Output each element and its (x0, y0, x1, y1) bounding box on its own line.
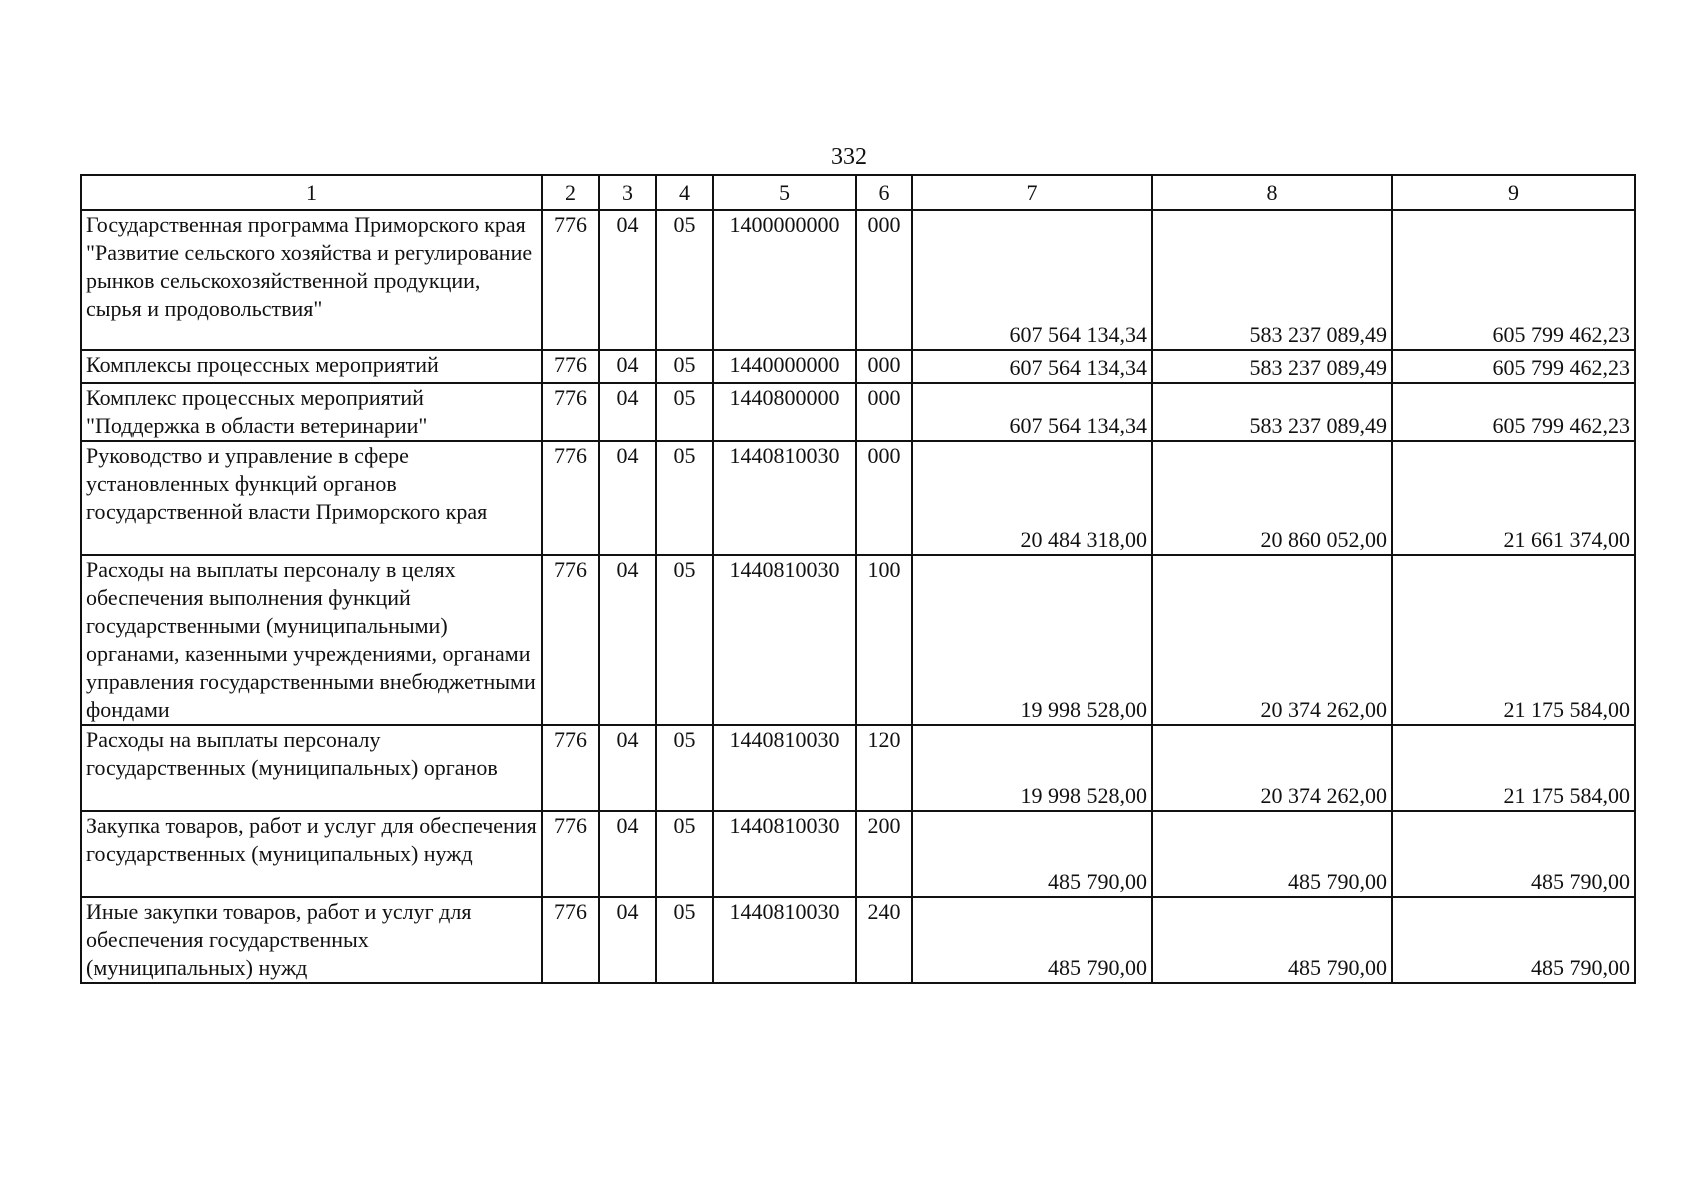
amount-col-8: 20 374 262,00 (1152, 725, 1392, 811)
header-cell-8: 8 (1152, 175, 1392, 210)
amount-col-7: 607 564 134,34 (912, 210, 1152, 350)
row-description: Государственная программа Приморского края "Развитие сельского хозяйства и регулирование рынков сельскохозяйственной продукции, сырья и продовольствия" (81, 210, 542, 350)
section-code: 04 (599, 811, 656, 897)
header-cell-1: 1 (81, 175, 542, 210)
row-description: Руководство и управление в сфере установленных функций органов государственной власти Приморского края (81, 441, 542, 555)
table-header (81, 175, 1635, 210)
target-article-code: 1440810030 (713, 555, 856, 725)
expense-type-code: 120 (856, 725, 912, 811)
section-code: 04 (599, 350, 656, 383)
subsection-code: 05 (656, 811, 713, 897)
header-row (81, 175, 1635, 210)
target-article-code: 1440000000 (713, 350, 856, 383)
target-article-code: 1440810030 (713, 897, 856, 983)
amount-col-8: 20 374 262,00 (1152, 555, 1392, 725)
ministry-code: 776 (542, 897, 599, 983)
ministry-code: 776 (542, 210, 599, 350)
subsection-code: 05 (656, 555, 713, 725)
subsection-code: 05 (656, 210, 713, 350)
target-article-code: 1440810030 (713, 811, 856, 897)
amount-col-7: 485 790,00 (912, 811, 1152, 897)
page-number: 332 (831, 144, 867, 170)
amount-col-7: 607 564 134,34 (912, 350, 1152, 383)
subsection-code: 05 (656, 383, 713, 441)
amount-col-9: 605 799 462,23 (1392, 350, 1635, 383)
ministry-code: 776 (542, 350, 599, 383)
target-article-code: 1440800000 (713, 383, 856, 441)
subsection-code: 05 (656, 725, 713, 811)
amount-col-7: 20 484 318,00 (912, 441, 1152, 555)
ministry-code: 776 (542, 441, 599, 555)
row-description: Иные закупки товаров, работ и услуг для обеспечения государственных (муниципальных) нужд (81, 897, 542, 983)
section-code: 04 (599, 725, 656, 811)
subsection-code: 05 (656, 897, 713, 983)
expense-type-code: 100 (856, 555, 912, 725)
section-code: 04 (599, 897, 656, 983)
header-cell-7: 7 (912, 175, 1152, 210)
amount-col-8: 485 790,00 (1152, 897, 1392, 983)
amount-col-9: 21 175 584,00 (1392, 555, 1635, 725)
table-body (81, 210, 1635, 983)
section-code: 04 (599, 555, 656, 725)
header-cell-5: 5 (713, 175, 856, 210)
subsection-code: 05 (656, 441, 713, 555)
table-row (81, 555, 1635, 725)
row-description: Комплексы процессных мероприятий (81, 350, 542, 383)
expense-type-code: 000 (856, 350, 912, 383)
row-description: Закупка товаров, работ и услуг для обеспечения государственных (муниципальных) нужд (81, 811, 542, 897)
amount-col-9: 605 799 462,23 (1392, 383, 1635, 441)
amount-col-8: 583 237 089,49 (1152, 383, 1392, 441)
table-row (81, 350, 1635, 383)
amount-col-7: 19 998 528,00 (912, 555, 1152, 725)
row-description: Расходы на выплаты персоналу в целях обеспечения выполнения функций государственными (муниципальными) органами, казенными учреждениями, органами управления государственными внебюджетными фондами (81, 555, 542, 725)
section-code: 04 (599, 210, 656, 350)
amount-col-9: 485 790,00 (1392, 897, 1635, 983)
section-code: 04 (599, 441, 656, 555)
table-row (81, 811, 1635, 897)
expense-type-code: 000 (856, 210, 912, 350)
amount-col-8: 583 237 089,49 (1152, 210, 1392, 350)
amount-col-7: 19 998 528,00 (912, 725, 1152, 811)
header-cell-2: 2 (542, 175, 599, 210)
ministry-code: 776 (542, 555, 599, 725)
target-article-code: 1440810030 (713, 441, 856, 555)
ministry-code: 776 (542, 725, 599, 811)
table-row (81, 897, 1635, 983)
ministry-code: 776 (542, 811, 599, 897)
row-description: Расходы на выплаты персоналу государственных (муниципальных) органов (81, 725, 542, 811)
amount-col-9: 21 661 374,00 (1392, 441, 1635, 555)
amount-col-8: 485 790,00 (1152, 811, 1392, 897)
expense-type-code: 000 (856, 383, 912, 441)
amount-col-7: 607 564 134,34 (912, 383, 1152, 441)
header-cell-4: 4 (656, 175, 713, 210)
section-code: 04 (599, 383, 656, 441)
subsection-code: 05 (656, 350, 713, 383)
target-article-code: 1400000000 (713, 210, 856, 350)
amount-col-9: 21 175 584,00 (1392, 725, 1635, 811)
table-row (81, 210, 1635, 350)
ministry-code: 776 (542, 383, 599, 441)
table-row (81, 441, 1635, 555)
amount-col-7: 485 790,00 (912, 897, 1152, 983)
amount-col-8: 20 860 052,00 (1152, 441, 1392, 555)
row-description: Комплекс процессных мероприятий "Поддержка в области ветеринарии" (81, 383, 542, 441)
header-cell-6: 6 (856, 175, 912, 210)
header-cell-9: 9 (1392, 175, 1635, 210)
amount-col-8: 583 237 089,49 (1152, 350, 1392, 383)
amount-col-9: 605 799 462,23 (1392, 210, 1635, 350)
expense-type-code: 200 (856, 811, 912, 897)
table-row (81, 383, 1635, 441)
amount-col-9: 485 790,00 (1392, 811, 1635, 897)
target-article-code: 1440810030 (713, 725, 856, 811)
table-row (81, 725, 1635, 811)
expense-type-code: 000 (856, 441, 912, 555)
expense-type-code: 240 (856, 897, 912, 983)
budget-table (80, 174, 1636, 984)
header-cell-3: 3 (599, 175, 656, 210)
